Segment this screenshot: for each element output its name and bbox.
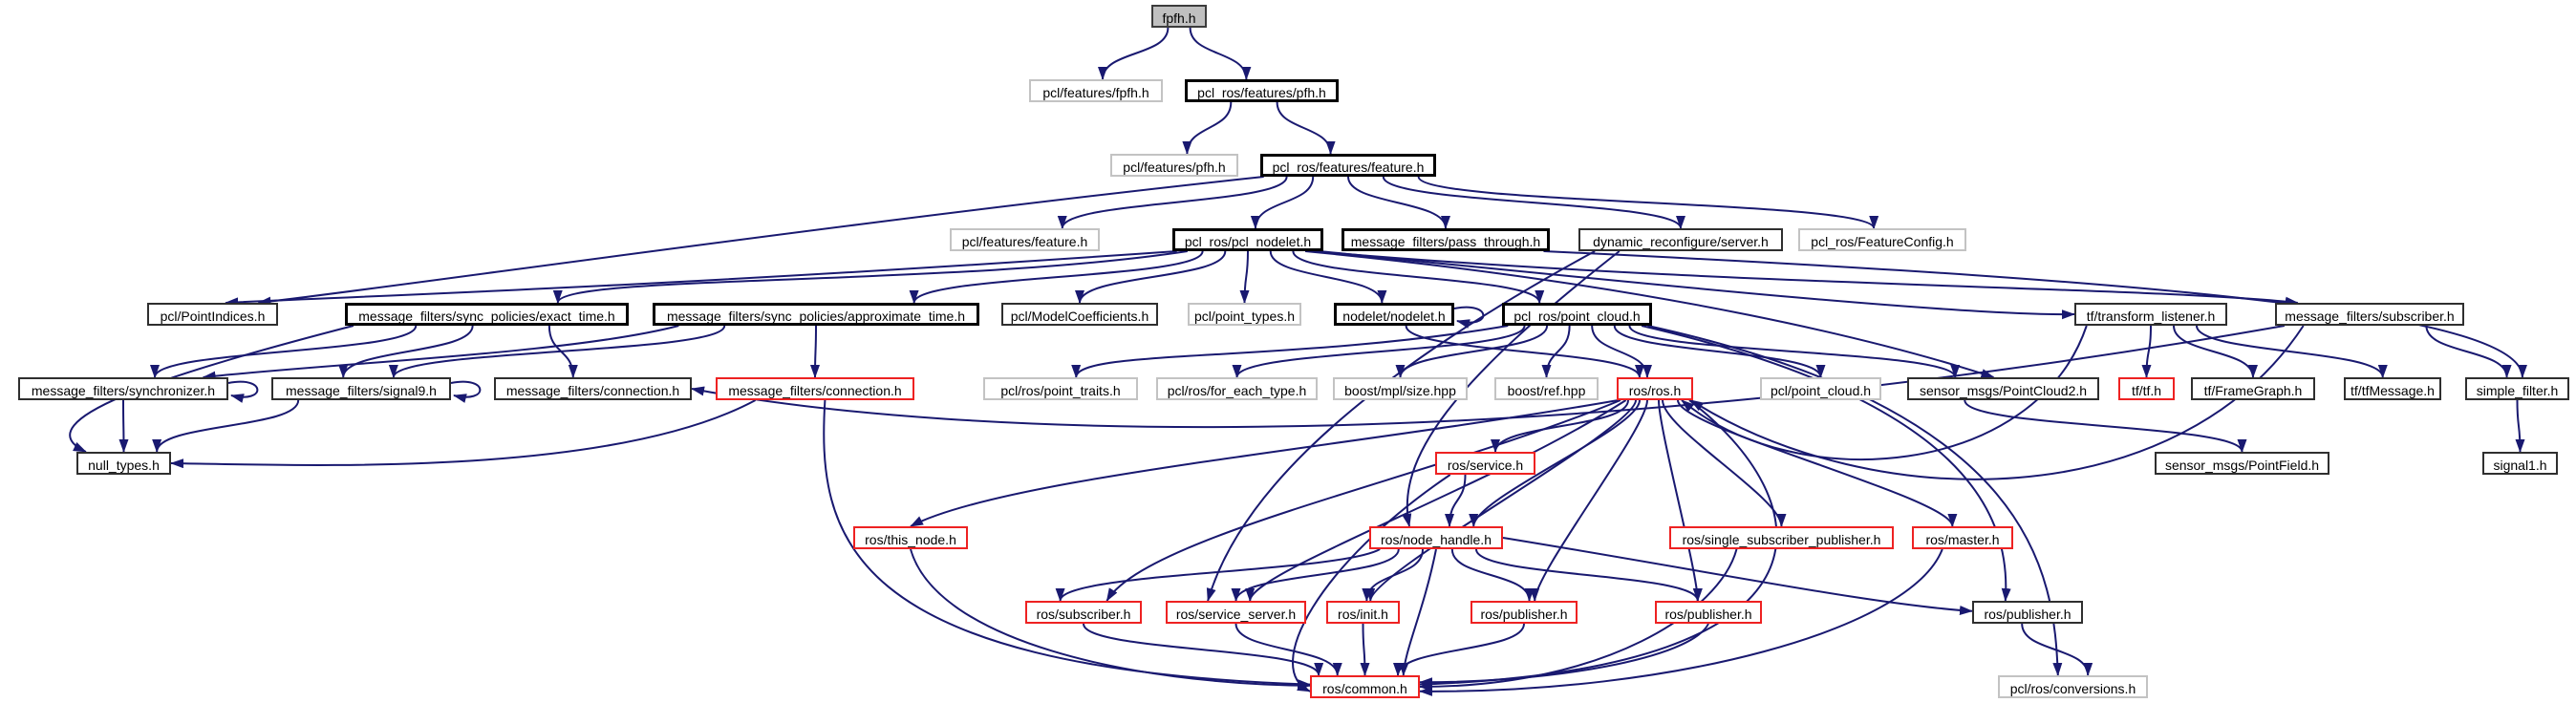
graph-node-nodeh[interactable]: ros/node_handle.h bbox=[1369, 526, 1503, 549]
graph-node-pfh_pcl: pcl/features/pfh.h bbox=[1110, 154, 1238, 177]
graph-node-pub2[interactable]: ros/publisher.h bbox=[1655, 601, 1762, 624]
graph-node-foreach: pcl/ros/for_each_type.h bbox=[1156, 377, 1318, 400]
graph-node-featcfg: pcl_ros/FeatureConfig.h bbox=[1798, 228, 1966, 251]
graph-node-bref: boost/ref.hpp bbox=[1494, 377, 1599, 400]
graph-node-exact[interactable]: message_filters/sync_policies/exact_time.h bbox=[345, 303, 629, 326]
graph-node-pfield[interactable]: sensor_msgs/PointField.h bbox=[2155, 452, 2329, 475]
edge-pcros-to-bref bbox=[1547, 326, 1570, 377]
graph-node-servsrv[interactable]: ros/service_server.h bbox=[1166, 601, 1306, 624]
graph-node-pfh_ros[interactable]: pcl_ros/features/pfh.h bbox=[1185, 79, 1339, 102]
edge-servsrv-to-common bbox=[1236, 624, 1338, 675]
edge-feature_ros-to-nodelet_pcl bbox=[1256, 177, 1313, 228]
edge-rosros-to-servsrv bbox=[1250, 400, 1625, 601]
graph-node-common[interactable]: ros/common.h bbox=[1310, 675, 1420, 698]
edge-tflisten-to-tfmsg bbox=[2197, 326, 2383, 377]
graph-node-nodelet_pcl[interactable]: pcl_ros/pcl_nodelet.h bbox=[1172, 228, 1323, 251]
edge-pc2-to-pfield bbox=[1964, 400, 2242, 452]
graph-node-master[interactable]: ros/master.h bbox=[1912, 526, 2013, 549]
graph-node-nodelet[interactable]: nodelet/nodelet.h bbox=[1334, 303, 1454, 326]
graph-node-pub1[interactable]: ros/publisher.h bbox=[1470, 601, 1578, 624]
graph-node-pass[interactable]: message_filters/pass_through.h bbox=[1342, 228, 1550, 251]
edge-nodelet_pcl-to-pointind bbox=[225, 251, 1177, 303]
graph-node-conv: pcl/ros/conversions.h bbox=[1998, 675, 2148, 698]
edge-nodelet-to-rosros bbox=[1406, 326, 1640, 377]
edge-nodelet_pcl-to-mfsub bbox=[1313, 251, 2298, 303]
edge-feature_ros-to-featcfg bbox=[1419, 177, 1875, 228]
graph-node-modelcoeff[interactable]: pcl/ModelCoefficients.h bbox=[1001, 303, 1158, 326]
edge-pfh_ros-to-feature_ros bbox=[1277, 102, 1331, 154]
edge-nodelet_pcl-to-nodelet bbox=[1271, 251, 1383, 303]
graph-node-tfmsg[interactable]: tf/tfMessage.h bbox=[2344, 377, 2441, 400]
graph-node-pointind[interactable]: pcl/PointIndices.h bbox=[147, 303, 278, 326]
edge-approx-to-sig9 bbox=[394, 326, 724, 377]
edge-nodeh-to-subr bbox=[1061, 549, 1381, 601]
edge-simplef-to-sig1 bbox=[2518, 400, 2521, 452]
graph-node-connb[interactable]: message_filters/connection.h bbox=[494, 377, 692, 400]
graph-node-nullt[interactable]: null_types.h bbox=[76, 452, 171, 475]
graph-node-ptypes: pcl/point_types.h bbox=[1188, 303, 1301, 326]
edge-pub1-to-common bbox=[1398, 624, 1524, 675]
edge-pcros-to-pubb bbox=[1642, 326, 2006, 601]
graph-node-approx[interactable]: message_filters/sync_policies/approximate_time.h bbox=[653, 303, 979, 326]
edge-rosros-to-init bbox=[1370, 400, 1636, 601]
graph-node-rosros[interactable]: ros/ros.h bbox=[1617, 377, 1693, 400]
graph-node-sig9[interactable]: message_filters/signal9.h bbox=[271, 377, 451, 400]
graph-node-init[interactable]: ros/init.h bbox=[1326, 601, 1400, 624]
graph-node-feature_ros[interactable]: pcl_ros/features/feature.h bbox=[1260, 154, 1436, 177]
graph-node-pcros[interactable]: pcl_ros/point_cloud.h bbox=[1502, 303, 1652, 326]
graph-node-pc2[interactable]: sensor_msgs/PointCloud2.h bbox=[1907, 377, 2099, 400]
graph-node-framegraph[interactable]: tf/FrameGraph.h bbox=[2191, 377, 2315, 400]
edge-sync-to-sync bbox=[228, 382, 257, 397]
graph-node-sync[interactable]: message_filters/synchronizer.h bbox=[18, 377, 228, 400]
graph-node-simplef[interactable]: simple_filter.h bbox=[2465, 377, 2569, 400]
edge-tflisten-to-tftf bbox=[2147, 326, 2152, 377]
graph-node-service[interactable]: ros/service.h bbox=[1435, 452, 1535, 475]
edge-nodelet-to-nodelet bbox=[1454, 308, 1483, 323]
graph-node-mplsize: boost/mpl/size.hpp bbox=[1333, 377, 1468, 400]
edge-service-to-common bbox=[1293, 475, 1450, 692]
graph-node-pclpc: pcl/point_cloud.h bbox=[1760, 377, 1881, 400]
edge-pcros-to-foreach bbox=[1237, 326, 1525, 377]
graph-node-feature_pcl: pcl/features/feature.h bbox=[950, 228, 1100, 251]
graph-node-dynserver[interactable]: dynamic_reconfigure/server.h bbox=[1578, 228, 1783, 251]
graph-node-fpfh_pcl: pcl/features/fpfh.h bbox=[1029, 79, 1163, 102]
graph-node-thisnode[interactable]: ros/this_node.h bbox=[853, 526, 968, 549]
edge-nodelet_pcl-to-exact bbox=[558, 251, 1188, 303]
edge-rosros-to-service bbox=[1495, 400, 1628, 452]
edge-fpfh-to-pfh_ros bbox=[1191, 28, 1247, 79]
graph-node-tftf[interactable]: tf/tf.h bbox=[2118, 377, 2175, 400]
graph-node-ptraits: pcl/ros/point_traits.h bbox=[983, 377, 1138, 400]
edge-feature_ros-to-feature_pcl bbox=[1063, 177, 1287, 228]
edge-sig9-to-sig9 bbox=[451, 382, 480, 397]
edge-nodelet_pcl-to-ptypes bbox=[1245, 251, 1249, 303]
edge-mfsub-to-simplef bbox=[2426, 326, 2506, 377]
graph-node-subr[interactable]: ros/subscriber.h bbox=[1025, 601, 1142, 624]
edge-init-to-common bbox=[1363, 624, 1365, 675]
edge-pfh_ros-to-pfh_pcl bbox=[1187, 102, 1231, 154]
edge-connr-to-nullt bbox=[171, 400, 756, 465]
edge-nodelet_pcl-to-modelcoeff bbox=[1080, 251, 1225, 303]
graph-node-tflisten[interactable]: tf/transform_listener.h bbox=[2074, 303, 2227, 326]
graph-node-mfsub[interactable]: message_filters/subscriber.h bbox=[2275, 303, 2464, 326]
graph-node-sig1[interactable]: signal1.h bbox=[2482, 452, 2558, 475]
graph-node-pubb[interactable]: ros/publisher.h bbox=[1972, 601, 2083, 624]
edge-nodeh-to-pub2 bbox=[1476, 549, 1698, 601]
edge-sig9-to-nullt bbox=[157, 400, 298, 452]
edge-approx-to-connr bbox=[815, 326, 816, 377]
edge-pcros-to-ptraits bbox=[1076, 326, 1508, 377]
graph-node-connr[interactable]: message_filters/connection.h bbox=[716, 377, 914, 400]
edge-nodeh-to-pub1 bbox=[1452, 549, 1530, 601]
edge-fpfh-to-fpfh_pcl bbox=[1103, 28, 1168, 79]
edge-rosros-to-master bbox=[1678, 400, 1952, 526]
edge-approx-to-sync bbox=[204, 326, 679, 377]
graph-node-fpfh: fpfh.h bbox=[1151, 5, 1207, 28]
graph-node-ssp[interactable]: ros/single_subscriber_publisher.h bbox=[1669, 526, 1894, 549]
edges bbox=[70, 28, 2522, 692]
edge-sync-to-nullt bbox=[123, 400, 124, 452]
edge-service-to-nodeh bbox=[1449, 475, 1466, 526]
